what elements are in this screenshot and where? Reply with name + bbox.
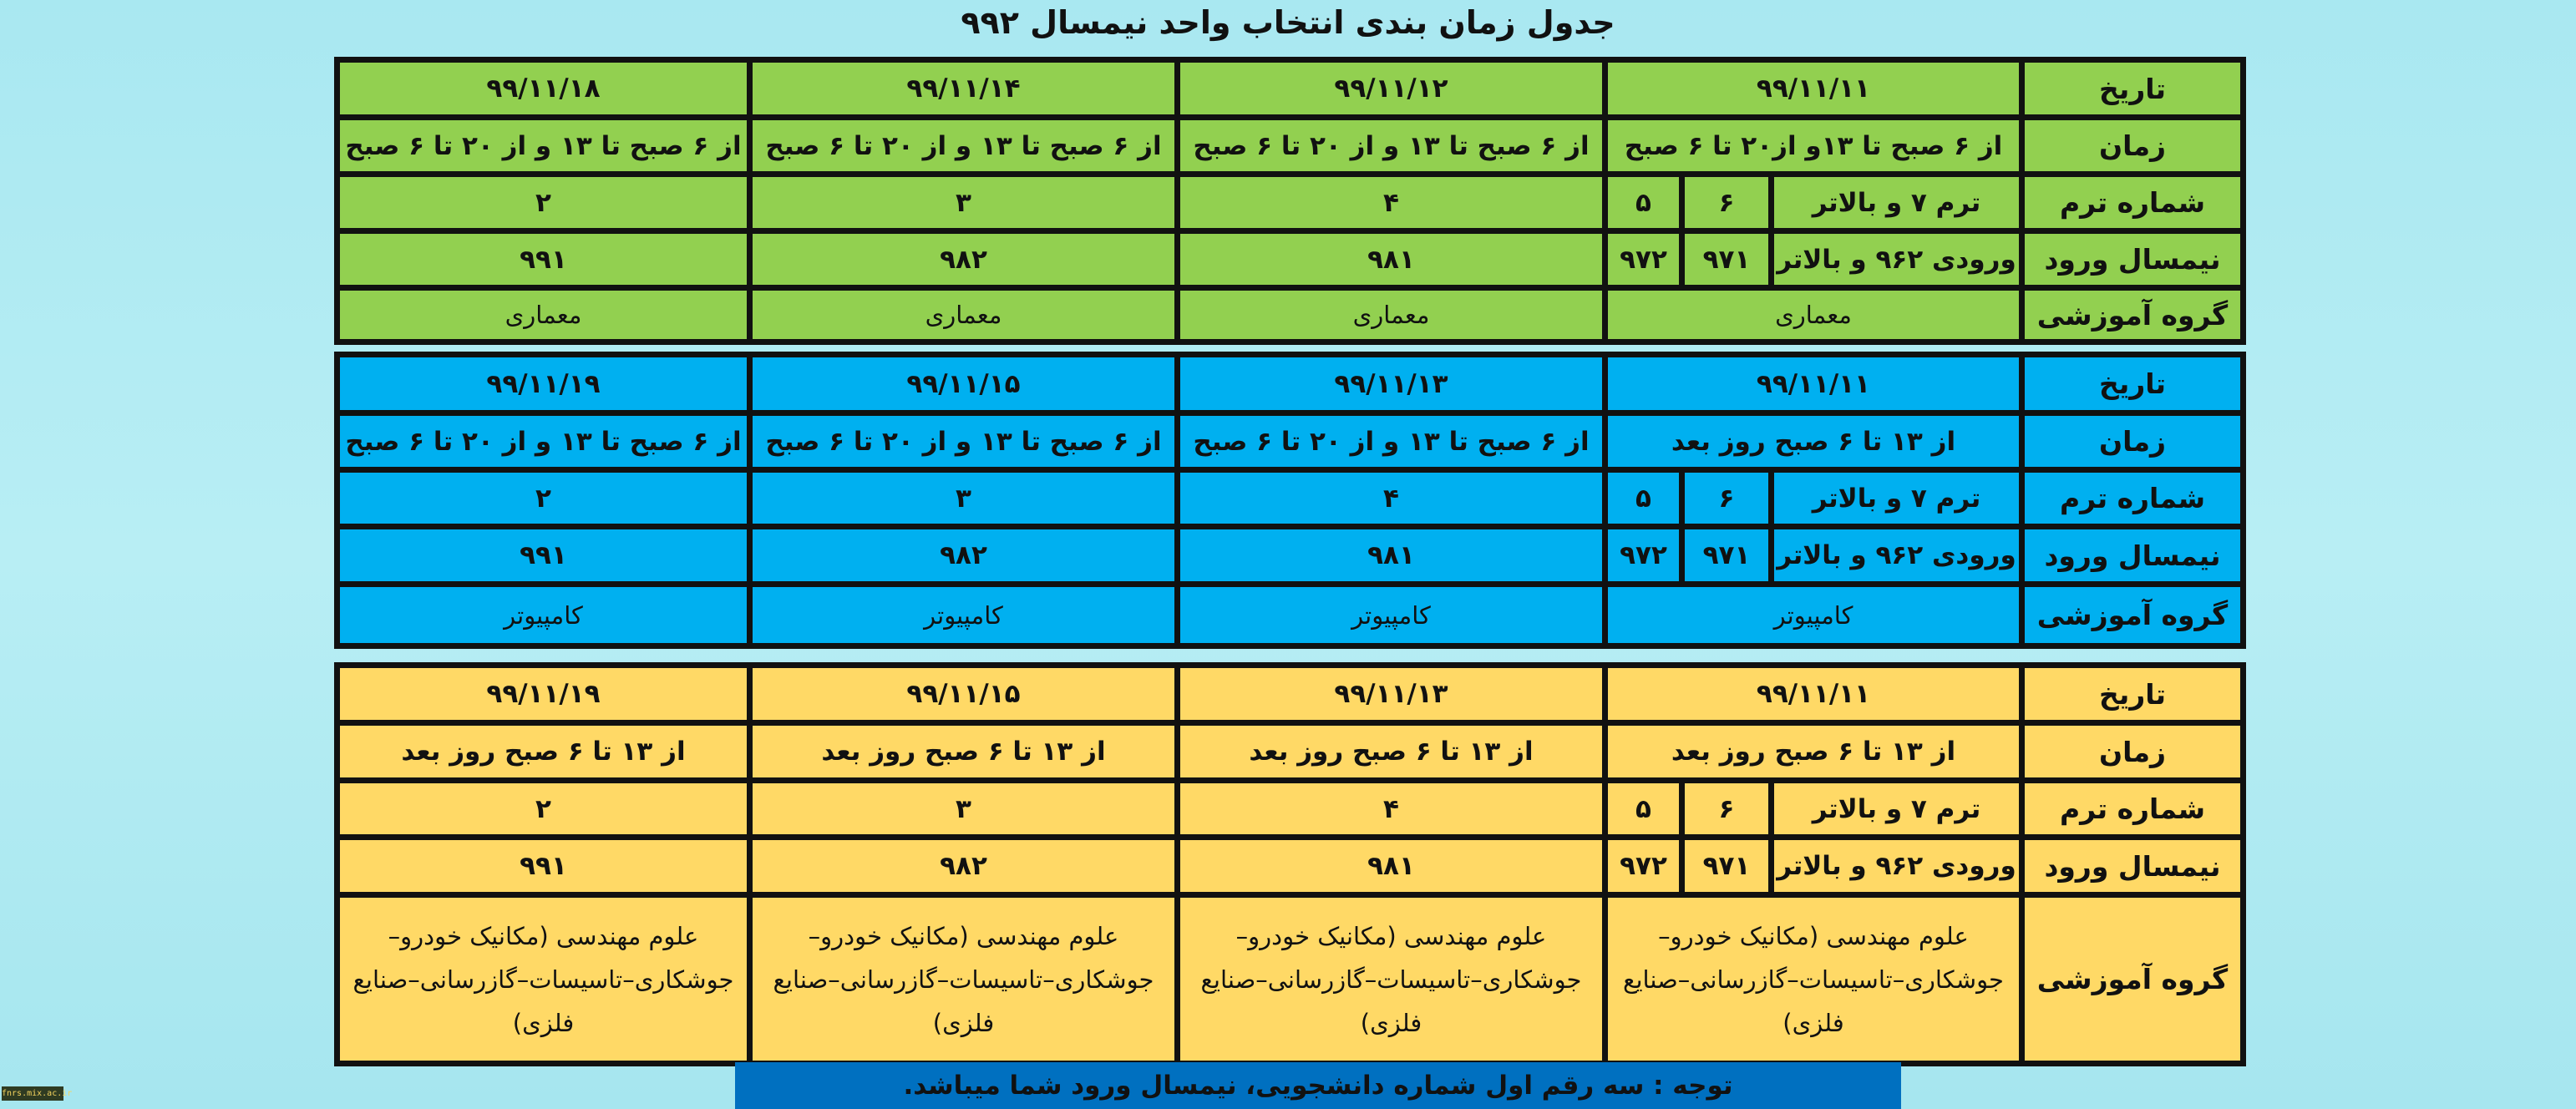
- row-date: [337, 60, 2244, 118]
- group-cell: علوم مهندسی (مکانیک خودرو–جوشکاری–تاسیسات–گازرسانی–صنایع فلزی): [1178, 895, 1605, 1064]
- schedule-table-engineering: [334, 662, 2246, 1066]
- label-time: زمان: [2022, 413, 2244, 470]
- date-cell: ۹۹/۱۱/۱۹: [337, 355, 750, 413]
- term-cell: ۶: [1682, 781, 1772, 838]
- time-cell: از ۱۳ تا ۶ صبح روز بعد: [337, 723, 750, 781]
- term-cell: ترم ۷ و بالاتر: [1772, 781, 2022, 838]
- note-banner: توجه : سه رقم اول شماره دانشجویی، نیمسال ورود شما میباشد.: [735, 1062, 1901, 1109]
- time-cell: از ۱۳ تا ۶ صبح روز بعد: [1605, 723, 2022, 781]
- group-cell: علوم مهندسی (مکانیک خودرو–جوشکاری–تاسیسات–گازرسانی–صنایع فلزی): [750, 895, 1178, 1064]
- date-cell: ۹۹/۱۱/۱۲: [1178, 60, 1605, 118]
- entry-cell: ۹۸۱: [1178, 231, 1605, 288]
- label-date: تاریخ: [2022, 355, 2244, 413]
- row-time: [337, 118, 2244, 175]
- label-entry: نیمسال ورود: [2022, 231, 2244, 288]
- row-date: [337, 355, 2244, 413]
- group-cell: معماری: [1605, 288, 2022, 342]
- time-cell: از ۶ صبح تا ۱۳ و از ۲۰ تا ۶ صبح: [750, 413, 1178, 470]
- label-date: تاریخ: [2022, 60, 2244, 118]
- time-cell: از ۱۳ تا ۶ صبح روز بعد: [1178, 723, 1605, 781]
- row-group: [337, 288, 2244, 342]
- label-entry: نیمسال ورود: [2022, 838, 2244, 895]
- date-cell: ۹۹/۱۱/۱۴: [750, 60, 1178, 118]
- time-cell: از ۱۳ تا ۶ صبح روز بعد: [750, 723, 1178, 781]
- label-time: زمان: [2022, 118, 2244, 175]
- term-cell: ترم ۷ و بالاتر: [1772, 470, 2022, 527]
- term-cell: ۴: [1178, 470, 1605, 527]
- date-cell: ۹۹/۱۱/۱۵: [750, 666, 1178, 723]
- term-cell: ۴: [1178, 781, 1605, 838]
- term-cell: ۶: [1682, 470, 1772, 527]
- entry-cell: ۹۷۱: [1682, 838, 1772, 895]
- entry-cell: ۹۸۲: [750, 838, 1178, 895]
- entry-cell: ورودی ۹۶۲ و بالاتر: [1772, 231, 2022, 288]
- entry-cell: ۹۷۲: [1605, 231, 1682, 288]
- group-cell: معماری: [750, 288, 1178, 342]
- term-cell: ۶: [1682, 175, 1772, 231]
- date-cell: ۹۹/۱۱/۱۳: [1178, 355, 1605, 413]
- label-date: تاریخ: [2022, 666, 2244, 723]
- entry-cell: ۹۸۲: [750, 527, 1178, 585]
- entry-cell: ۹۷۱: [1682, 527, 1772, 585]
- date-cell: ۹۹/۱۱/۱۳: [1178, 666, 1605, 723]
- entry-cell: ۹۹۱: [337, 231, 750, 288]
- date-cell: ۹۹/۱۱/۱۱: [1605, 355, 2022, 413]
- schedule-table-computer: [334, 352, 2246, 649]
- row-time: [337, 723, 2244, 781]
- row-entry: [337, 527, 2244, 585]
- row-group: [337, 585, 2244, 646]
- schedule-table-architecture: [334, 57, 2246, 345]
- label-group: گروه آموزشی: [2022, 288, 2244, 342]
- term-cell: ۲: [337, 781, 750, 838]
- row-entry: [337, 231, 2244, 288]
- term-cell: ۳: [750, 781, 1178, 838]
- group-cell: علوم مهندسی (مکانیک خودرو–جوشکاری–تاسیسات–گازرسانی–صنایع فلزی): [337, 895, 750, 1064]
- entry-cell: ۹۷۱: [1682, 231, 1772, 288]
- entry-cell: ورودی ۹۶۲ و بالاتر: [1772, 838, 2022, 895]
- label-term: شماره ترم: [2022, 175, 2244, 231]
- row-date: [337, 666, 2244, 723]
- label-term: شماره ترم: [2022, 470, 2244, 527]
- term-cell: ۴: [1178, 175, 1605, 231]
- time-cell: از ۶ صبح تا ۱۳ و از ۲۰ تا ۶ صبح: [337, 118, 750, 175]
- date-cell: ۹۹/۱۱/۱۹: [337, 666, 750, 723]
- entry-cell: ۹۸۱: [1178, 527, 1605, 585]
- label-term: شماره ترم: [2022, 781, 2244, 838]
- time-cell: از ۶ صبح تا ۱۳و از۲۰ تا ۶ صبح: [1605, 118, 2022, 175]
- time-cell: از ۶ صبح تا ۱۳ و از ۲۰ تا ۶ صبح: [1178, 413, 1605, 470]
- label-entry: نیمسال ورود: [2022, 527, 2244, 585]
- date-cell: ۹۹/۱۱/۱۱: [1605, 60, 2022, 118]
- term-cell: ۵: [1605, 175, 1682, 231]
- term-cell: ۵: [1605, 470, 1682, 527]
- time-cell: از ۶ صبح تا ۱۳ و از ۲۰ تا ۶ صبح: [1178, 118, 1605, 175]
- site-logo: fnrs.mix.ac.ir: [2, 1086, 63, 1101]
- group-cell: معماری: [1178, 288, 1605, 342]
- time-cell: از ۶ صبح تا ۱۳ و از ۲۰ تا ۶ صبح: [750, 118, 1178, 175]
- row-entry: [337, 838, 2244, 895]
- date-cell: ۹۹/۱۱/۱۵: [750, 355, 1178, 413]
- term-cell: ۵: [1605, 781, 1682, 838]
- date-cell: ۹۹/۱۱/۱۸: [337, 60, 750, 118]
- row-term: [337, 781, 2244, 838]
- time-cell: از ۱۳ تا ۶ صبح روز بعد: [1605, 413, 2022, 470]
- entry-cell: ۹۸۲: [750, 231, 1178, 288]
- group-cell: کامپیوتر: [337, 585, 750, 646]
- date-cell: ۹۹/۱۱/۱۱: [1605, 666, 2022, 723]
- term-cell: ۳: [750, 175, 1178, 231]
- group-cell: معماری: [337, 288, 750, 342]
- entry-cell: ۹۷۲: [1605, 527, 1682, 585]
- group-cell: کامپیوتر: [750, 585, 1178, 646]
- entry-cell: ۹۹۱: [337, 527, 750, 585]
- row-term: [337, 470, 2244, 527]
- label-group: گروه آموزشی: [2022, 585, 2244, 646]
- term-cell: ۳: [750, 470, 1178, 527]
- row-term: [337, 175, 2244, 231]
- entry-cell: ورودی ۹۶۲ و بالاتر: [1772, 527, 2022, 585]
- term-cell: ۲: [337, 175, 750, 231]
- group-cell: علوم مهندسی (مکانیک خودرو–جوشکاری–تاسیسات–گازرسانی–صنایع فلزی): [1605, 895, 2022, 1064]
- group-cell: کامپیوتر: [1178, 585, 1605, 646]
- label-time: زمان: [2022, 723, 2244, 781]
- entry-cell: ۹۷۲: [1605, 838, 1682, 895]
- row-group: [337, 895, 2244, 1064]
- label-group: گروه آموزشی: [2022, 895, 2244, 1064]
- page-title: جدول زمان بندی انتخاب واحد نیمسال ۹۹۲: [961, 4, 1615, 41]
- time-cell: از ۶ صبح تا ۱۳ و از ۲۰ تا ۶ صبح: [337, 413, 750, 470]
- term-cell: ترم ۷ و بالاتر: [1772, 175, 2022, 231]
- term-cell: ۲: [337, 470, 750, 527]
- group-cell: کامپیوتر: [1605, 585, 2022, 646]
- row-time: [337, 413, 2244, 470]
- entry-cell: ۹۹۱: [337, 838, 750, 895]
- entry-cell: ۹۸۱: [1178, 838, 1605, 895]
